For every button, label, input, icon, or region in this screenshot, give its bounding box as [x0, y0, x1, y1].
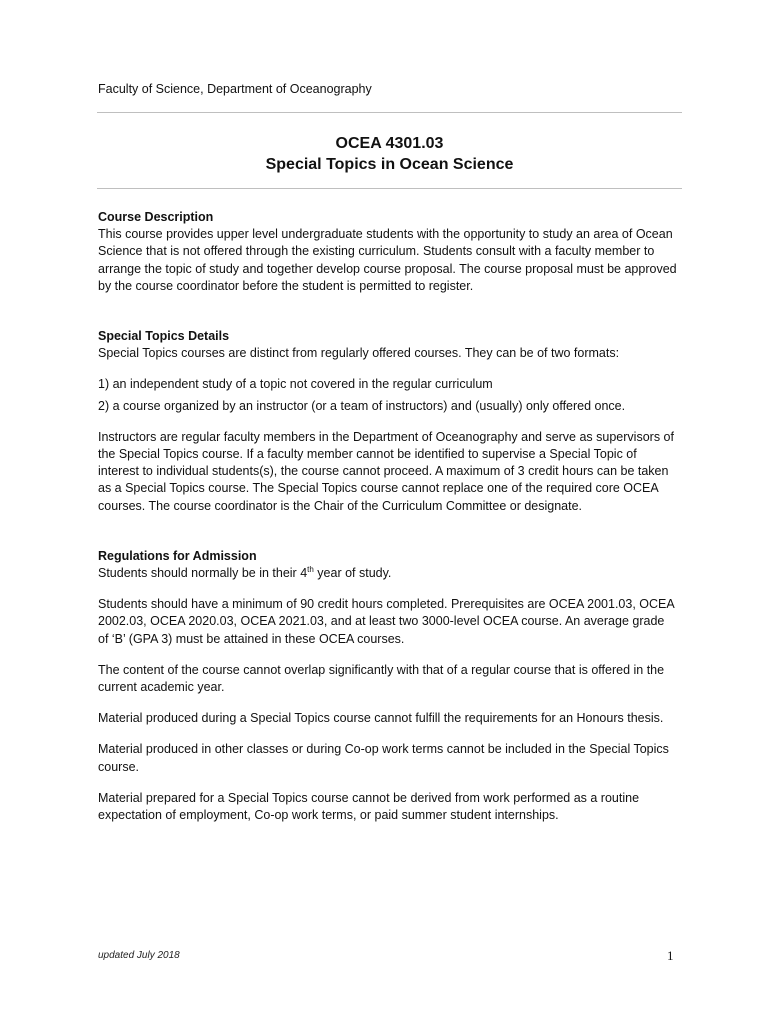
format-item: 1) an independent study of a topic not covered in the regular curriculum: [98, 377, 493, 392]
course-description-section: [98, 209, 678, 295]
bottom-rule: [97, 188, 682, 189]
regulations-heading: Regulations for Admission: [98, 548, 257, 563]
special-topics-section: [98, 328, 678, 515]
course-code-title: OCEA 4301.03: [335, 135, 444, 152]
instructors-paragraph: Instructors are regular faculty members in the Department of Oceanography and serve as supervisors of the Special Topics course. If a faculty member cannot be identified to supervise a Special Topic of interest to individual students(s), the course cannot proceed. A maximum of 3 credit hours can be taken as a Special Topics course. The Special Topics course cannot replace one of the required core OCEA courses. The course coordinator is the Chair of the Curriculum Committee or designate.: [98, 429, 674, 513]
regulation-paragraph: Material produced in other classes or during Co-op work terms cannot be included in the Special Topics course.: [98, 742, 669, 774]
department-header: Faculty of Science, Department of Oceanography: [98, 82, 372, 96]
formats-list: [98, 376, 678, 414]
regulation-paragraph: Material produced during a Special Topics course cannot fulfill the requirements for an Honours thesis.: [98, 711, 664, 726]
top-rule: [97, 112, 682, 113]
special-topics-intro: Special Topics courses are distinct from regularly offered courses. They can be of two formats:: [98, 346, 620, 361]
course-description-heading: Course Description: [98, 210, 214, 224]
document-body: [98, 209, 678, 857]
year-of-study-text: Students should normally be in their 4th year of study.: [98, 564, 392, 581]
course-description-text: This course provides upper level undergraduate students with the opportunity to study an area of Ocean Science that is not offered through the existing curriculum. Students consult with a faculty member to arrange the topic of study and together develop course proposal. The course proposal must be approved by the course coordinator before the student is permitted to register.: [98, 227, 677, 293]
regulation-paragraph: Students should have a minimum of 90 credit hours completed. Prerequisites are OCEA 2001.03, OCEA 2002.03, OCEA 2020.03, OCEA 2021.03, and at least two 3000-level OCEA course. An average grade of ‘B’ (GPA 3) must be attained in these OCEA courses.: [98, 597, 675, 646]
regulation-paragraph: Material prepared for a Special Topics course cannot be derived from work performed as a routine expectation of employment, Co-op work terms, or paid summer student internships.: [98, 790, 640, 823]
format-item: 2) a course organized by an instructor (or a team of instructors) and (usually) only offered once.: [98, 398, 626, 413]
page-number: 1: [667, 948, 674, 963]
updated-date: updated July 2018: [98, 950, 180, 961]
course-name-title: Special Topics in Ocean Science: [265, 156, 514, 173]
regulations-section: [98, 548, 678, 824]
special-topics-heading: Special Topics Details: [98, 329, 230, 344]
regulation-paragraph: The content of the course cannot overlap significantly with that of a regular course that is offered in the current academic year.: [98, 662, 665, 695]
